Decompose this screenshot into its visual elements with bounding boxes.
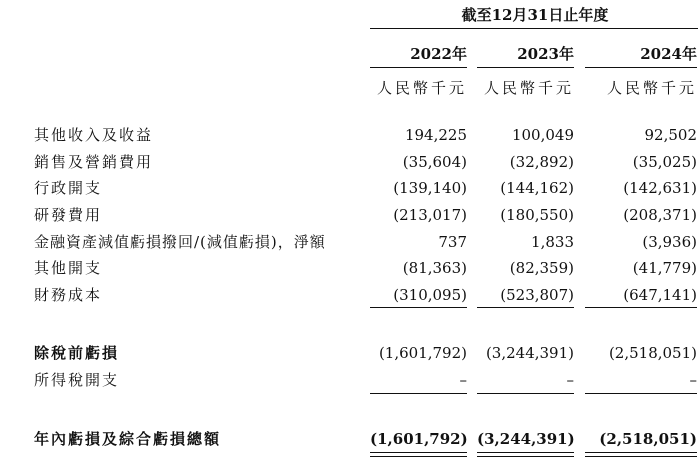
row-value: (647,141) (623, 286, 697, 304)
row-value: (3,936) (642, 233, 697, 251)
row-value: (3,244,391) (485, 344, 574, 362)
tax-rule-2024 (585, 393, 697, 394)
row-value: (2,518,051) (608, 344, 697, 362)
subtotal-rule-2023 (477, 307, 574, 308)
row-label: 金融資產減值虧損撥回/(減值虧損)，淨額 (34, 233, 326, 251)
row-value: (213,017) (393, 206, 467, 224)
unit-2023: 人民幣千元 (483, 79, 574, 97)
row-label: 銷售及營銷費用 (34, 153, 154, 171)
total-double-rule-2022 (370, 452, 467, 457)
row-value: – (689, 371, 697, 389)
subtotal-rule-2024 (585, 307, 697, 308)
tax-rule-2023 (477, 393, 574, 394)
row-value: – (459, 371, 467, 389)
row-value: 194,225 (404, 126, 467, 144)
row-label: 所得稅開支 (34, 371, 120, 389)
year-2022: 2022年 (410, 45, 467, 63)
period-heading: 截至12月31日止年度 (461, 6, 609, 24)
row-value: 737 (438, 233, 467, 251)
unit-2022: 人民幣千元 (376, 79, 467, 97)
row-value: 1,833 (531, 233, 574, 251)
row-value: (208,371) (623, 206, 697, 224)
row-value: (180,550) (500, 206, 574, 224)
year-rule-2024 (585, 67, 697, 68)
row-value: (142,631) (623, 179, 697, 197)
row-value: (310,095) (393, 286, 467, 304)
unit-2024: 人民幣千元 (606, 79, 697, 97)
row-value: (41,779) (632, 259, 697, 277)
row-value: (81,363) (402, 259, 467, 277)
row-value: (139,140) (393, 179, 467, 197)
row-label: 研發費用 (34, 206, 103, 224)
tax-rule-2022 (370, 393, 467, 394)
row-value: 92,502 (644, 126, 697, 144)
row-label: 其他收入及收益 (34, 126, 154, 144)
row-value: (144,162) (500, 179, 574, 197)
row-value: – (566, 371, 574, 389)
row-value: 100,049 (511, 126, 574, 144)
row-value: (2,518,051) (599, 430, 697, 448)
period-rule (370, 28, 698, 29)
year-2024: 2024年 (640, 45, 697, 63)
row-label: 行政開支 (34, 179, 103, 197)
row-value: (3,244,391) (477, 430, 575, 448)
row-label: 年內虧損及綜合虧損總額 (34, 430, 222, 448)
row-value: (32,892) (509, 153, 574, 171)
row-value: (35,604) (402, 153, 467, 171)
row-value: (1,601,792) (370, 430, 468, 448)
row-value: (523,807) (500, 286, 574, 304)
row-value: (1,601,792) (378, 344, 467, 362)
total-double-rule-2023 (477, 452, 574, 457)
year-rule-2023 (477, 67, 574, 68)
year-rule-2022 (370, 67, 467, 68)
row-label: 財務成本 (34, 286, 103, 304)
year-2023: 2023年 (517, 45, 574, 63)
row-value: (35,025) (632, 153, 697, 171)
row-value: (82,359) (509, 259, 574, 277)
subtotal-rule-2022 (370, 307, 467, 308)
row-label: 其他開支 (34, 259, 103, 277)
row-label: 除稅前虧損 (34, 344, 120, 362)
total-double-rule-2024 (585, 452, 697, 457)
